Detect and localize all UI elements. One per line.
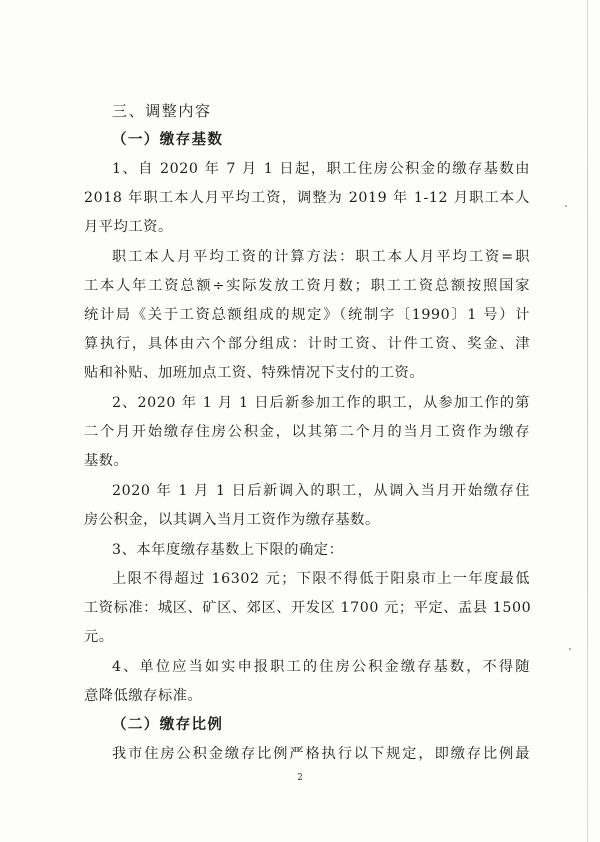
- paragraph-line: 职工本人月平均工资的计算方法：职工本人月平均工资=职: [112, 249, 530, 265]
- paragraph-line: 1、自 2020 年 7 月 1 日起，职工住房公积金的缴存基数由: [112, 161, 530, 177]
- paragraph-line: 3、本年度缴存基数上下限的确定：: [112, 542, 344, 558]
- scan-speck: [565, 205, 567, 207]
- section-heading: 三、调整内容: [112, 102, 212, 120]
- paragraph-line: 4、单位应当如实申报职工的住房公积金缴存基数，不得随: [112, 659, 530, 675]
- paragraph-line: 算执行，具体由六个部分组成：计时工资、计件工资、奖金、津: [84, 336, 530, 352]
- page-number: 2: [297, 773, 303, 783]
- paragraph-line: 房公积金，以其调入当月工资作为缴存基数。: [84, 512, 380, 528]
- paragraph-line: 月平均工资。: [84, 219, 173, 235]
- paragraph-line: 工资标准：城区、矿区、郊区、开发区 1700 元；平定、盂县 1500: [84, 600, 532, 616]
- paragraph-line: 贴和补贴、加班加点工资、特殊情况下支付的工资。: [84, 365, 425, 381]
- paragraph-line: 意降低缴存标准。: [84, 688, 203, 704]
- paragraph-line: 基数。: [84, 453, 129, 469]
- paragraph-line: 我市住房公积金缴存比例严格执行以下规定，即缴存比例最: [112, 746, 530, 762]
- scan-edge-line: [587, 0, 588, 842]
- paragraph-line: 上限不得超过 16302 元；下限不得低于阳泉市上一年度最低: [112, 571, 530, 587]
- paragraph-line: 2020 年 1 月 1 日后新调入的职工，从调入当月开始缴存住: [112, 483, 530, 499]
- paragraph-line: 2、2020 年 1 月 1 日后新参加工作的职工，从参加工作的第: [112, 395, 530, 411]
- paragraph-line: 元。: [84, 629, 114, 645]
- paragraph-line: 2018 年职工本人月平均工资，调整为 2019 年 1-12 月职工本人: [84, 190, 530, 206]
- paragraph-line: 工本人年工资总额÷实际发放工资月数；职工工资总额按照国家: [84, 278, 530, 294]
- subsection-heading-contribution-base: （一）缴存基数: [112, 132, 224, 148]
- scan-speck: [569, 648, 571, 650]
- paragraph-line: 二个月开始缴存住房公积金，以其第二个月的当月工资作为缴存: [84, 424, 530, 440]
- paragraph-line: 统计局《关于工资总额组成的规定》（统制字〔1990〕1 号）计: [84, 307, 530, 323]
- subsection-heading-contribution-ratio: （二）缴存比例: [112, 717, 224, 733]
